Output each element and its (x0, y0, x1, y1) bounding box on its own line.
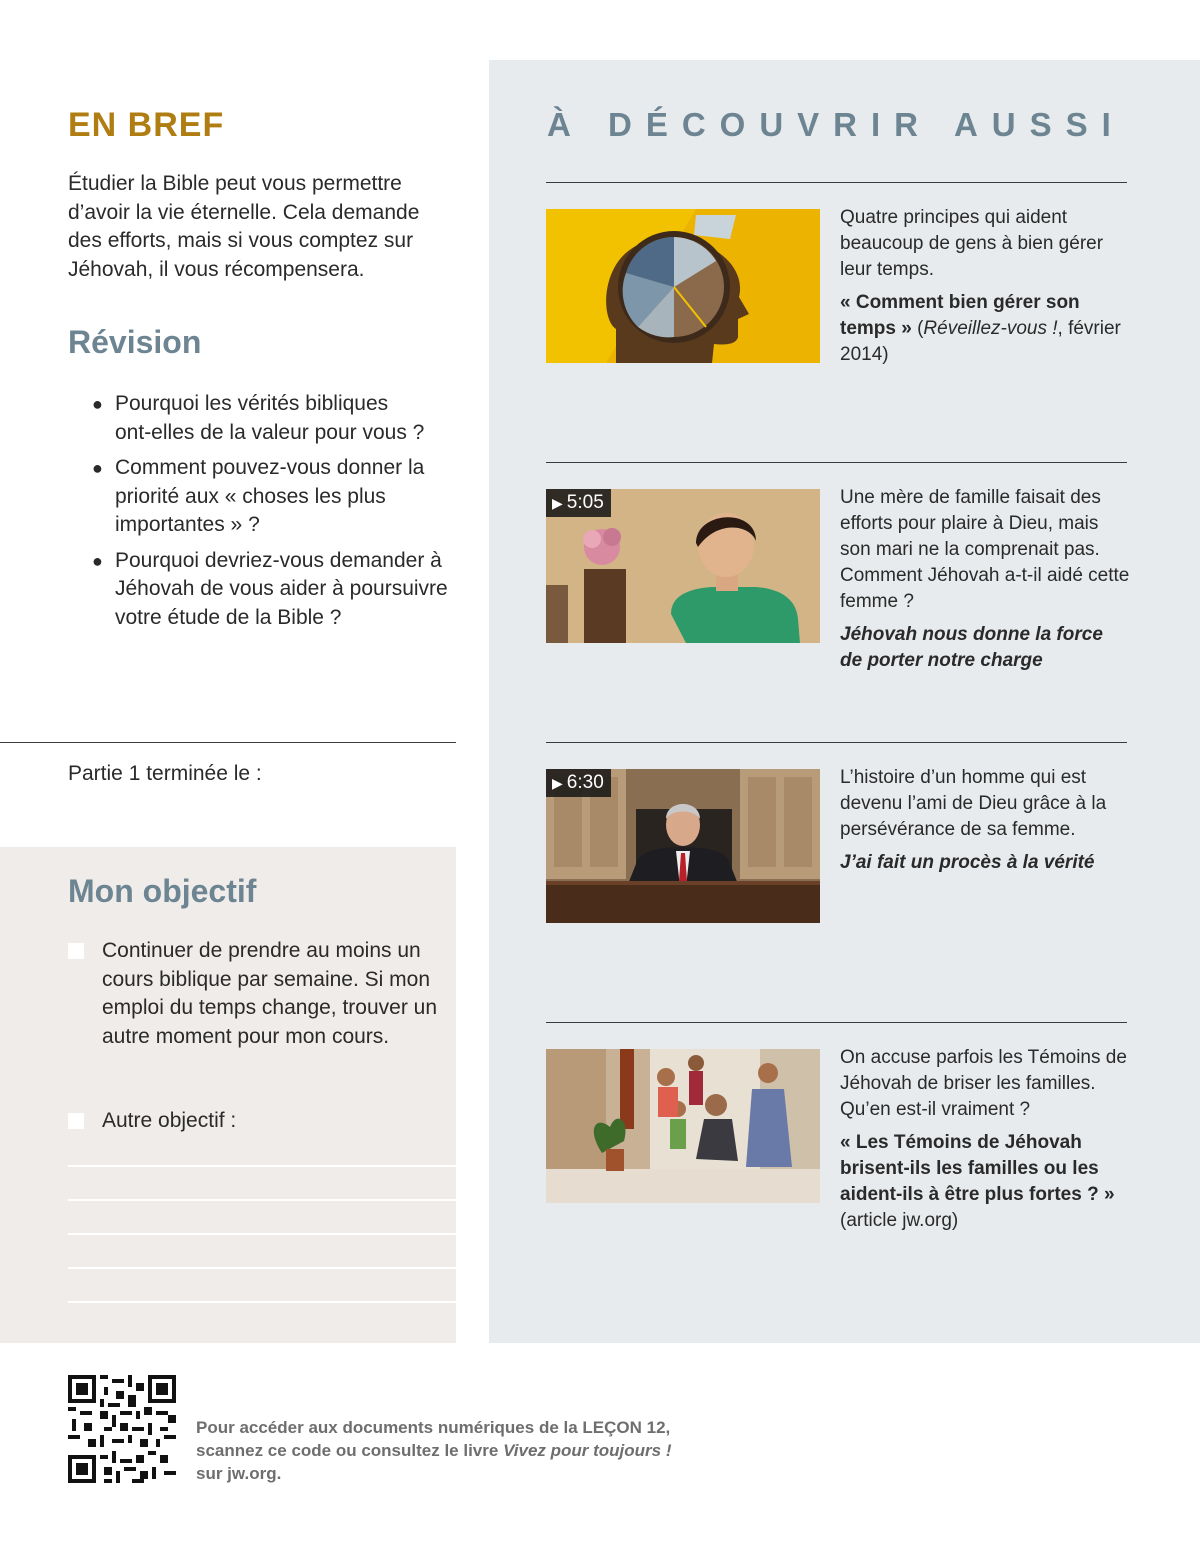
footer-note (196, 1416, 716, 1485)
goal-checkbox[interactable] (68, 1113, 84, 1129)
bullet-icon: ● (92, 458, 103, 478)
section-divider (0, 742, 456, 743)
completion-date-label: Partie 1 terminée le : (68, 762, 262, 785)
goal-heading: Mon objectif (68, 873, 257, 909)
video-thumbnail[interactable] (546, 769, 820, 923)
footer-line: scannez ce code ou consultez le livre (196, 1441, 504, 1460)
reference-date: , février 2014) (840, 318, 1121, 365)
reference-text: ( (911, 318, 924, 339)
family-reunion-illustration (546, 1049, 820, 1203)
bullet-icon: ● (92, 550, 103, 571)
en-bref-heading: EN BREF (68, 106, 225, 144)
revision-heading: Révision (68, 324, 202, 360)
discover-item-reference[interactable] (840, 1130, 1130, 1234)
goal-text: Continuer de prendre au moins un cours biblique par semaine. Si mon emploi du temps change, trouver un autre moment pour mon cours. (102, 939, 438, 1048)
revision-question-text: Comment pouvez‑vous donner la priorité aux « choses les plus importantes » ? (115, 456, 425, 536)
family-scene-thumbnail[interactable] (546, 1049, 820, 1203)
left-column (0, 0, 456, 1343)
reference-source: (article jw.org) (840, 1210, 959, 1231)
head-clock-illustration (546, 209, 820, 363)
en-bref-summary: Étudier la Bible peut vous permettre d’avoir la vie éternelle. Cela demande des efforts, mais si vous comptez sur Jéhovah, il vous récompensera. (68, 172, 420, 281)
time-management-thumbnail[interactable] (546, 209, 820, 363)
discover-item-reference[interactable]: Jéhovah nous donne la force de porter notre charge (840, 624, 1103, 671)
reference-title: « Comment bien gérer son temps » (840, 292, 1080, 339)
discover-item-text (840, 205, 1130, 368)
revision-question-text: Pourquoi devriez‑vous demander à Jéhovah de vous aider à poursuivre votre étude de la Bible ? (115, 548, 448, 629)
discover-more-panel (489, 60, 1200, 1343)
goal-item-other (68, 1107, 438, 1136)
revision-question-list (92, 390, 456, 639)
write-in-line[interactable] (68, 1233, 456, 1235)
goal-panel (0, 847, 456, 1343)
item-divider (546, 1022, 1127, 1023)
discover-item-description: L’histoire d’un homme qui est devenu l’ami de Dieu grâce à la persévérance de sa femme. (840, 767, 1107, 840)
reference-publication: Réveillez‑vous ! (923, 318, 1058, 339)
video-duration-badge (546, 769, 611, 797)
item-divider (546, 182, 1127, 183)
revision-question (92, 390, 456, 447)
reference-title: « Les Témoins de Jéhovah brisent‑ils les familles ou les aident‑ils à être plus fortes ? » (840, 1132, 1115, 1205)
write-in-line[interactable] (68, 1199, 456, 1201)
revision-question (92, 454, 456, 540)
video-duration-badge (546, 489, 611, 517)
play-icon: ▶ (552, 495, 563, 511)
goal-item (68, 937, 438, 1051)
discover-item-reference[interactable]: J’ai fait un procès à la vérité (840, 852, 1095, 873)
goal-text: Autre objectif : (102, 1109, 237, 1132)
qr-code-icon[interactable] (68, 1375, 176, 1483)
video-duration: 6:30 (566, 772, 604, 793)
discover-item-text (840, 1045, 1130, 1234)
video-thumbnail[interactable] (546, 489, 820, 643)
book-title: Vivez pour toujours ! (503, 1441, 672, 1460)
goal-checkbox[interactable] (68, 943, 84, 959)
write-in-line[interactable] (68, 1165, 456, 1167)
footer-line: sur jw.org. (196, 1464, 282, 1483)
item-divider (546, 742, 1127, 743)
write-in-line[interactable] (68, 1301, 456, 1303)
discover-item-description: Une mère de famille faisait des efforts pour plaire à Dieu, mais son mari ne la comprenait pas. Comment Jéhovah a‑t‑il aidé cette femme ? (840, 487, 1130, 612)
revision-question (92, 547, 456, 633)
footer-line: Pour accéder aux documents numériques de la LEÇON 12, (196, 1418, 671, 1437)
discover-item-text (840, 485, 1130, 674)
video-duration: 5:05 (566, 492, 604, 513)
discover-item-description: On accuse parfois les Témoins de Jéhovah de briser les familles. Qu’en est‑il vraiment ? (840, 1047, 1127, 1120)
write-in-line[interactable] (68, 1267, 456, 1269)
discover-item-reference[interactable] (840, 290, 1130, 368)
play-icon: ▶ (552, 775, 563, 791)
revision-question-text: Pourquoi les vérités bibliques ont‑elles de la valeur pour vous ? (115, 392, 425, 444)
discover-item-description: Quatre principes qui aident beaucoup de gens à bien gérer leur temps. (840, 207, 1104, 280)
bullet-icon: ● (92, 394, 103, 414)
discover-item-text (840, 765, 1130, 876)
discover-more-heading: À DÉCOUVRIR AUSSI (547, 106, 1125, 143)
item-divider (546, 462, 1127, 463)
